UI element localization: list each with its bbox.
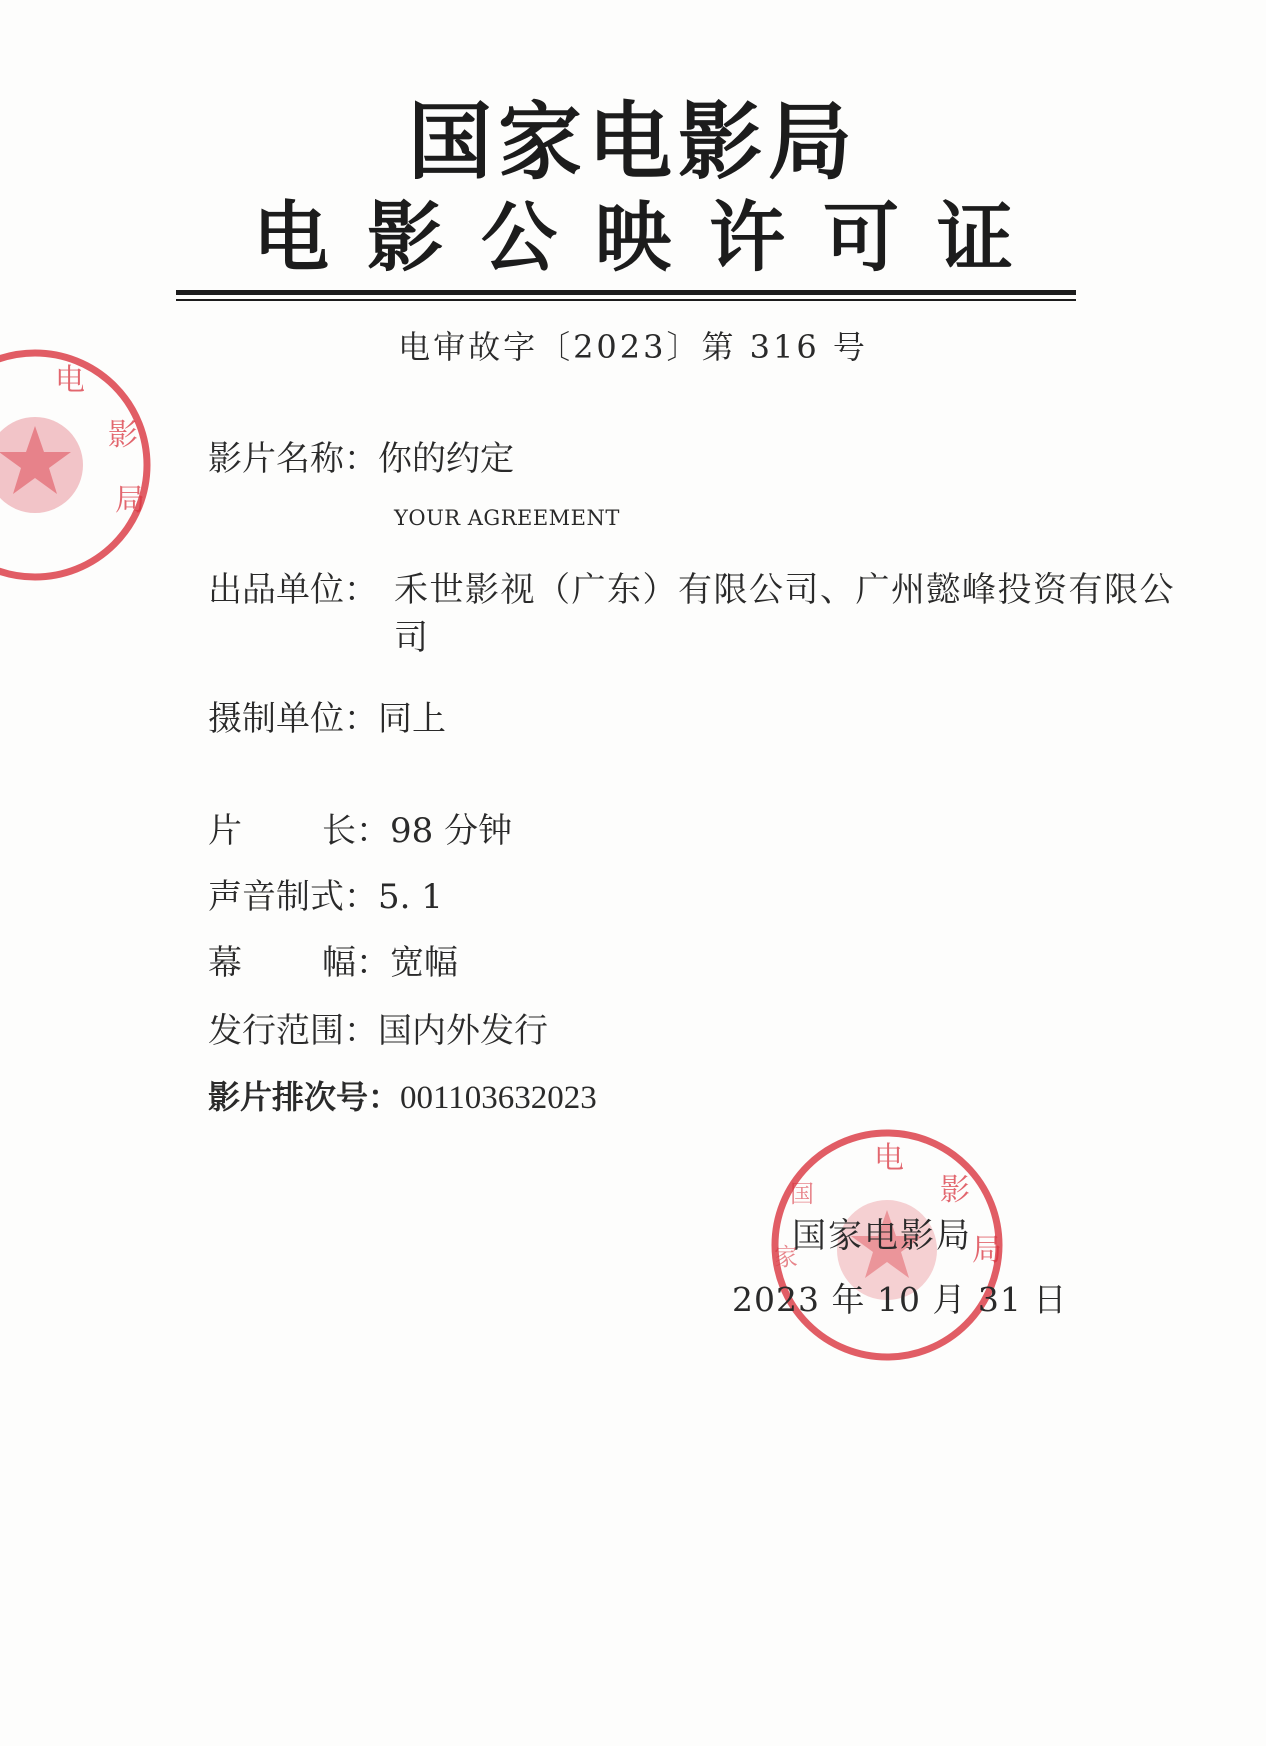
document-title: 电影公映许可证 [253, 193, 1051, 282]
producer-value: 禾世影视（广东）有限公司、广州懿峰投资有限公司 [394, 570, 1175, 658]
aspect-row [208, 940, 458, 986]
filming-unit-label: 摄制单位： [208, 699, 378, 739]
filming-unit-value: 同上 [378, 699, 446, 739]
svg-text:局: 局 [972, 1233, 1002, 1268]
producer-label: 出品单位： [208, 570, 378, 610]
sound-format-value: 5. 1 [378, 877, 443, 917]
length-row [208, 808, 512, 854]
title-rule-thick [176, 290, 1076, 295]
release-scope-row [208, 1008, 548, 1054]
document-number: 电审故字〔2023〕第 316 号 [398, 328, 868, 366]
title-rule-thin [176, 299, 1076, 301]
svg-text:家: 家 [774, 1243, 798, 1271]
svg-text:局: 局 [115, 483, 145, 518]
authority-title: 国家电影局 [407, 93, 858, 191]
issuer-name: 国家电影局 [792, 1216, 972, 1256]
filming-unit-row [208, 696, 446, 742]
film-english-name: YOUR AGREEMENT [394, 506, 620, 530]
length-value: 98 分钟 [390, 811, 513, 851]
svg-text:电: 电 [874, 1141, 904, 1176]
svg-text:影: 影 [940, 1173, 970, 1208]
svg-text:电: 电 [55, 363, 85, 398]
serial-number-value: 001103632023 [400, 1080, 597, 1116]
sound-format-label: 声音制式： [208, 877, 378, 917]
aspect-label-part2: 幅： [322, 943, 390, 983]
film-name-row [208, 436, 514, 482]
svg-text:影: 影 [108, 418, 138, 453]
serial-number-row [208, 1074, 597, 1121]
release-scope-value: 国内外发行 [378, 1011, 548, 1051]
aspect-value: 宽幅 [390, 943, 458, 983]
film-name-label: 影片名称： [208, 439, 378, 479]
sound-format-row [208, 874, 443, 920]
serial-number-label: 影片排次号： [208, 1078, 401, 1116]
issue-date: 2023 年 10 月 31 日 [732, 1280, 1068, 1319]
aspect-label-part1: 幕 [208, 943, 242, 983]
svg-text:国: 国 [790, 1180, 814, 1208]
official-seal-left [0, 340, 160, 590]
film-name-value: 你的约定 [378, 439, 514, 479]
length-label-part1: 片 [208, 811, 242, 851]
release-scope-label: 发行范围： [208, 1011, 378, 1051]
length-label-part2: 长： [322, 811, 390, 851]
